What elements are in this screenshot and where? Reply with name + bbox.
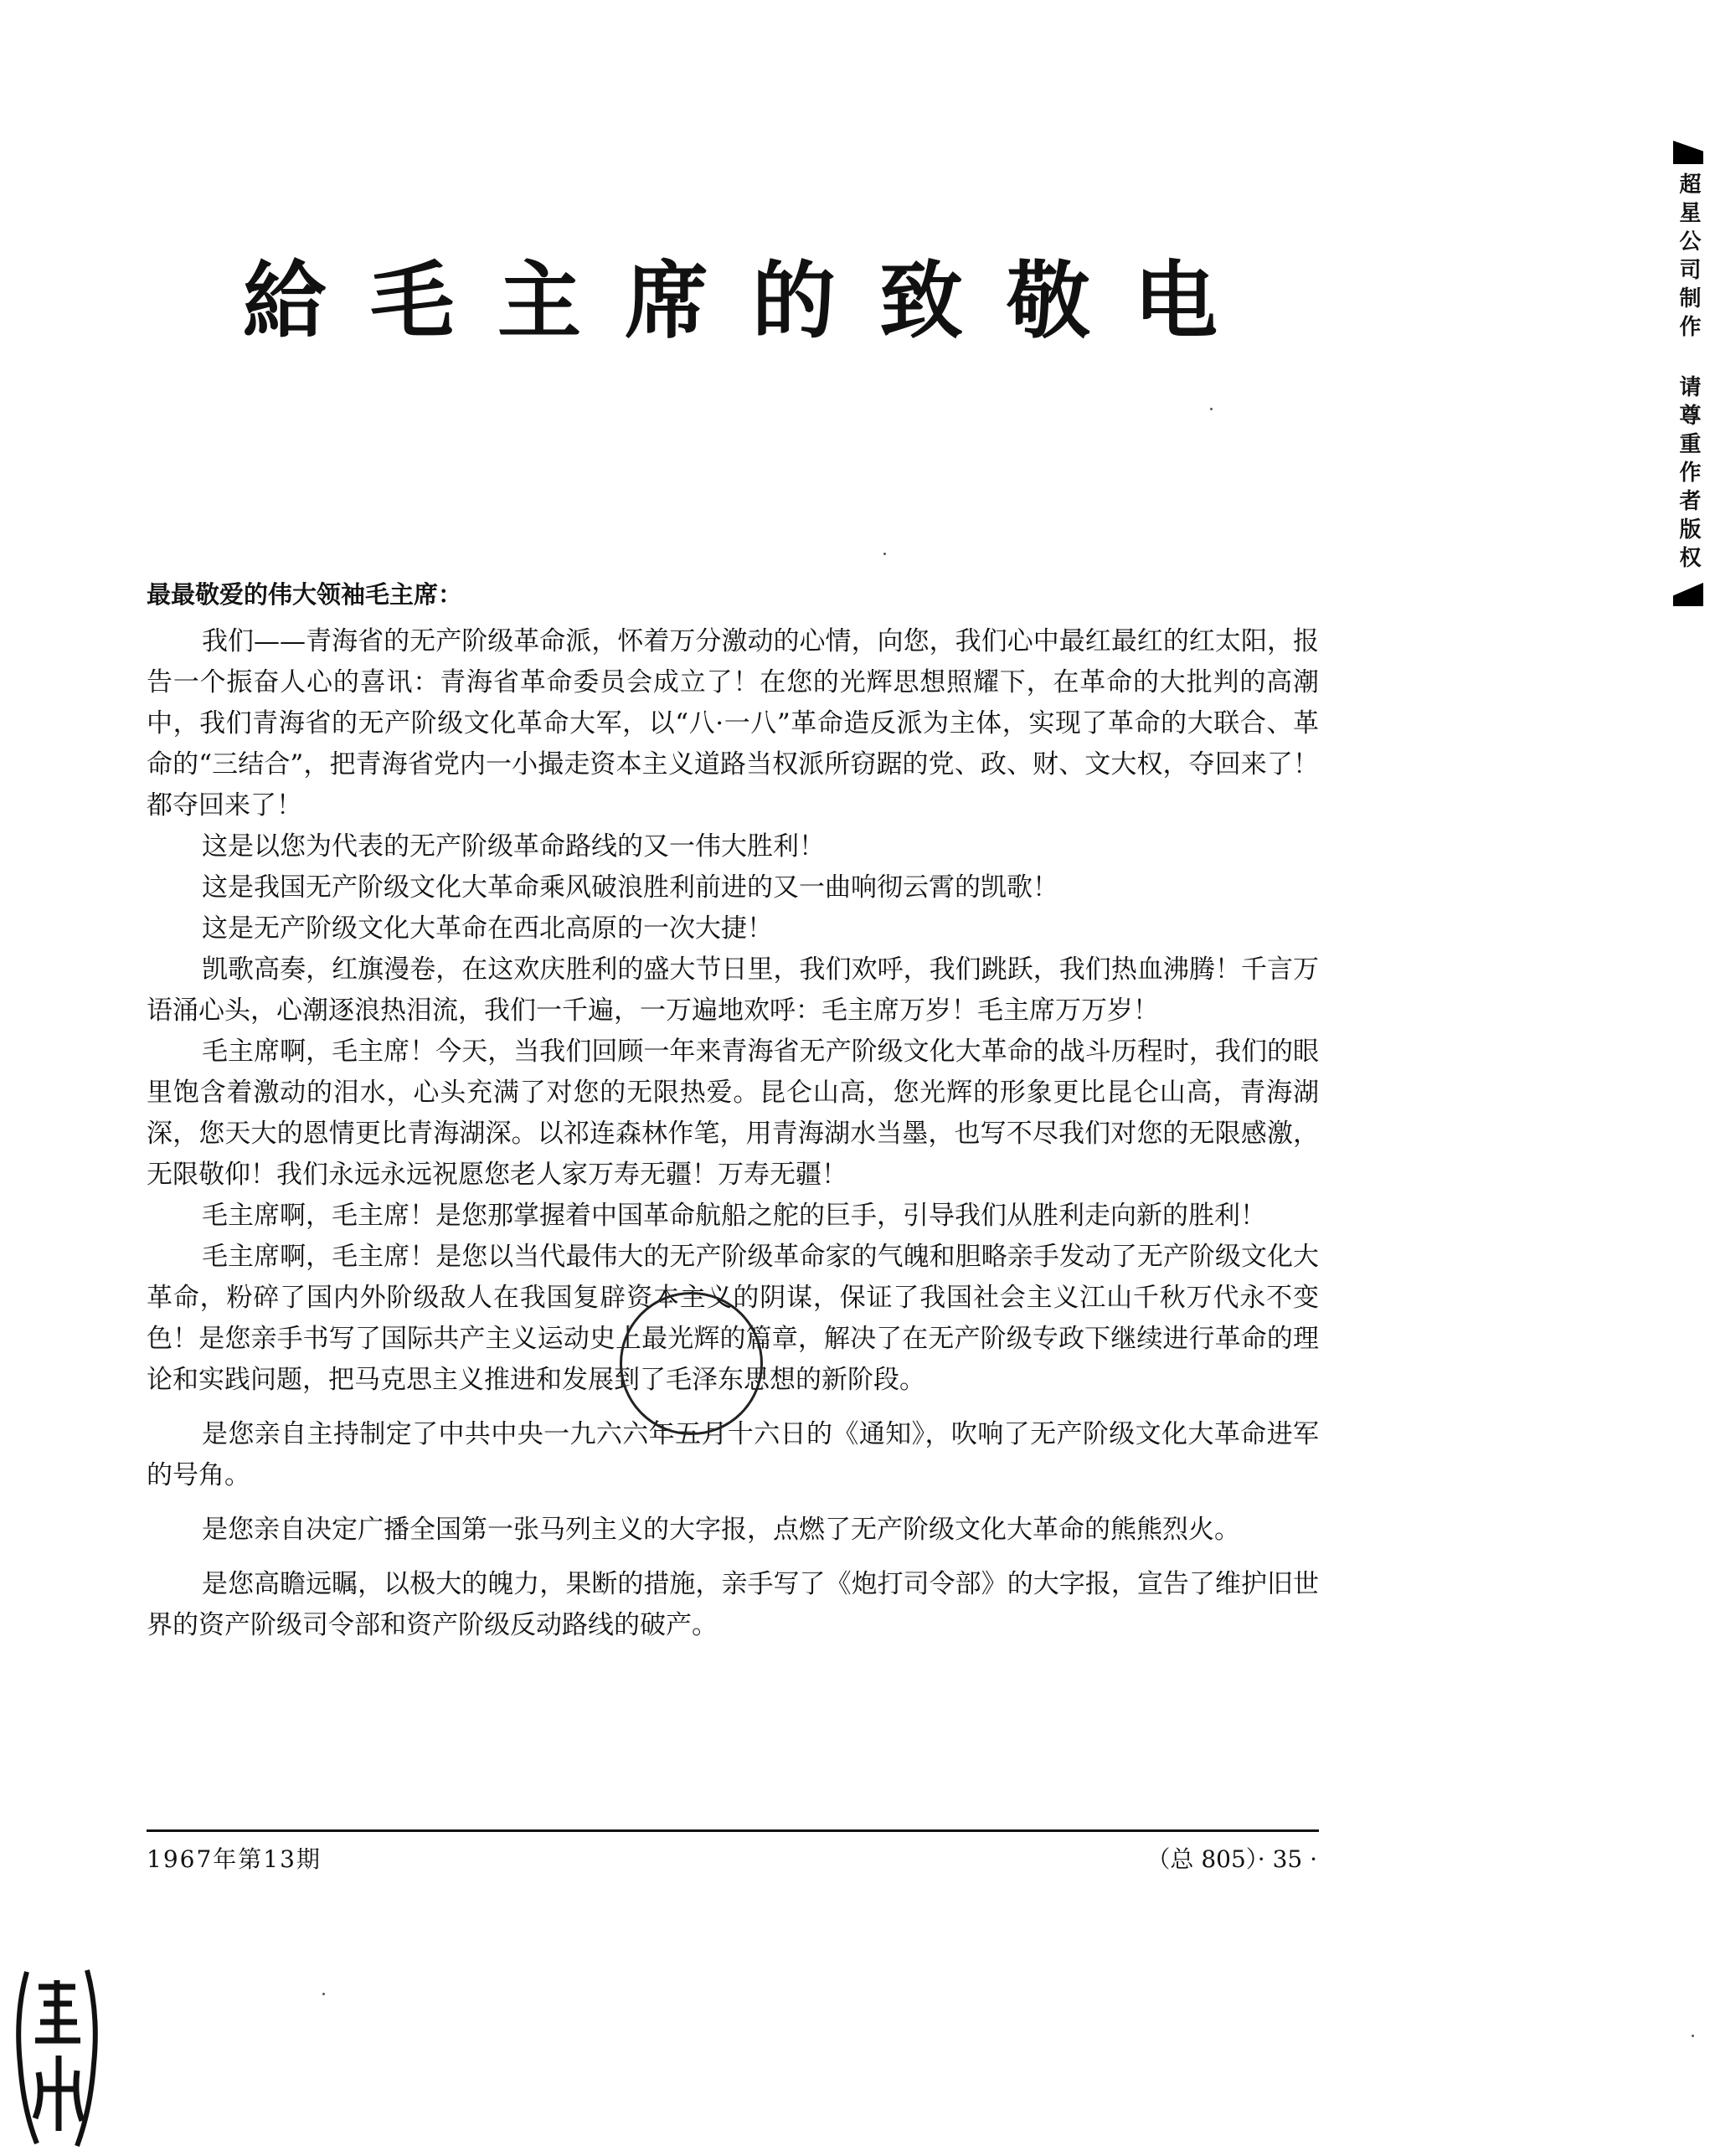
paragraph-3: 这是我国无产阶级文化大革命乘风破浪胜利前进的又一曲响彻云霄的凯歌！ <box>202 872 1058 903</box>
side-note-bottom-bar <box>1673 583 1703 606</box>
salutation: 最最敬爱的伟大领袖毛主席： <box>147 580 463 609</box>
speck <box>883 553 886 555</box>
footer-rule <box>147 1829 1319 1832</box>
paragraph-10: 是您亲自决定广播全国第一张马列主义的大字报，点燃了无产阶级文化大革命的熊熊烈火。 <box>202 1515 1240 1545</box>
paragraph-1: 我们——青海省的无产阶级革命派，怀着万分激动的心情，向您，我们心中最红最红的红太阳，报告一个振奋人心的喜讯：青海省革命委员会成立了！在您的光辉思想照耀下，在革命的大批判的高潮中，我们青海省的无产阶级文化革命大军，以“八·一八”革命造反派为主体，实现了革命的大联合、革命的“三结合”，把青海省党内一小撮走资本主义道路当权派所窃踞的党、政、财、文大权，夺回来了！都夺回来了！ <box>147 626 1319 821</box>
speck <box>1692 2035 1694 2037</box>
library-seal-stamp <box>10 1963 104 2152</box>
speck <box>1210 408 1213 410</box>
footer-page-number: （总 805）· 35 · <box>1146 1845 1317 1873</box>
paragraph-6: 毛主席啊，毛主席！今天，当我们回顾一年来青海省无产阶级文化大革命的战斗历程时，我们的眼里饱含着激动的泪水，心头充满了对您的无限热爱。昆仑山高，您光辉的形象更比昆仑山高，青海湖深，您天大的恩情更比青海湖深。以祁连森林作笔，用青海湖水当墨，也写不尽我们对您的无限感激，无限敬仰！我们永远永远祝愿您老人家万寿无疆！万寿无疆！ <box>147 1037 1319 1190</box>
footer-issue: 1967年第13期 <box>147 1845 322 1873</box>
copyright-side-note <box>1671 141 1705 606</box>
article-title: 給毛主席的致敬电 <box>243 252 1261 350</box>
paragraph-11: 是您高瞻远瞩，以极大的魄力，果断的措施，亲手写了《炮打司令部》的大字报，宣告了维护旧世界的资产阶级司令部和资产阶级反动路线的破产。 <box>147 1569 1319 1640</box>
paragraph-5: 凯歌高奏，红旗漫卷，在这欢庆胜利的盛大节日里，我们欢呼，我们跳跃，我们热血沸腾！千言万语涌心头，心潮逐浪热泪流，我们一千遍，一万遍地欢呼：毛主席万岁！毛主席万万岁！ <box>147 955 1319 1026</box>
paragraph-7: 毛主席啊，毛主席！是您那掌握着中国革命航船之舵的巨手，引导我们从胜利走向新的胜利！ <box>202 1201 1266 1231</box>
hand-drawn-circle-mark <box>620 1292 763 1435</box>
article-body <box>147 621 1319 1646</box>
paragraph-2: 这是以您为代表的无产阶级革命路线的又一伟大胜利！ <box>202 831 825 862</box>
side-note-text: 超星公司制作 请尊重作者版权 <box>1676 172 1701 574</box>
speck <box>322 1993 325 1995</box>
side-note-top-bar <box>1673 141 1703 164</box>
paragraph-8: 毛主席啊，毛主席！是您以当代最伟大的无产阶级革命家的气魄和胆略亲手发动了无产阶级文化大革命，粉碎了国内外阶级敌人在我国复辟资本主义的阴谋，保证了我国社会主义江山千秋万代永不变色！是您亲手书写了国际共产主义运动史上最光辉的篇章，解决了在无产阶级专政下继续进行革命的理论和实践问题，把马克思主义推进和发展到了毛泽东思想的新阶段。 <box>147 1242 1319 1395</box>
paragraph-4: 这是无产阶级文化大革命在西北高原的一次大捷！ <box>202 913 773 944</box>
paragraph-9: 是您亲自主持制定了中共中央一九六六年五月十六日的《通知》，吹响了无产阶级文化大革命进军的号角。 <box>147 1419 1319 1490</box>
